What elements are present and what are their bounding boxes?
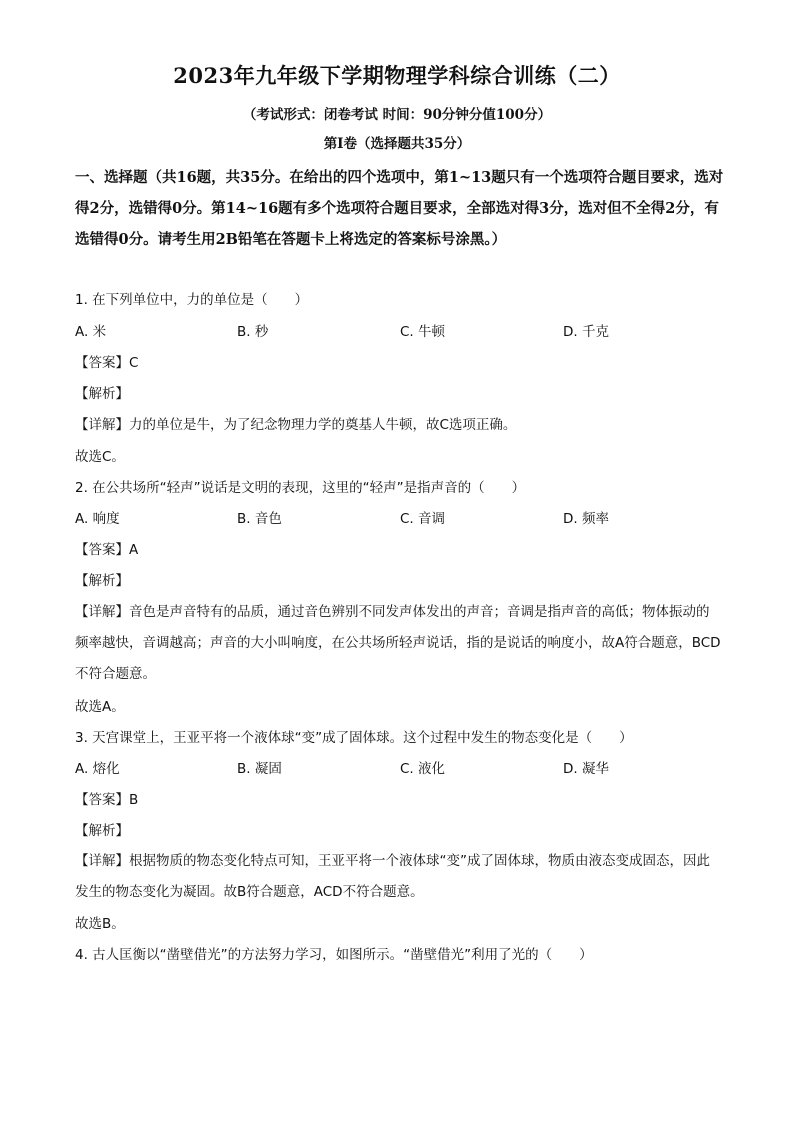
exam-subtitle: （考试形式：闭卷考试 时间：90分钟分值100分） — [242, 107, 552, 123]
volume-heading: 第Ⅰ卷（选择题共35分） — [323, 136, 471, 152]
question-2-detail: 【详解】音色是声音特有的品质，通过音色辨别不同发声体发出的声音；音调是指声音的高低；物体振动的频率越快，音调越高；声音的大小叫响度，在公共场所轻声说话，指的是说话的响度小，故A符合题意，BCD不符合题意。 — [75, 604, 721, 682]
question-1-option-b: B. 秒 — [237, 324, 269, 340]
question-3-stem: 3. 天宫课堂上，王亚平将一个液体球“变”成了固体球。这个过程中发生的物态变化是（ ） — [75, 730, 633, 746]
question-1-detail: 【详解】力的单位是牛，为了纪念物理力学的奠基人牛顿，故C选项正确。 — [75, 417, 517, 433]
question-3-option-c: C. 液化 — [400, 761, 446, 777]
question-1-stem: 1. 在下列单位中，力的单位是（ ） — [75, 292, 309, 308]
question-1-option-a: A. 米 — [75, 324, 107, 340]
question-2-option-d: D. 频率 — [563, 511, 609, 527]
question-2-stem: 2. 在公共场所“轻声”说话是文明的表现，这里的“轻声”是指声音的（ ） — [75, 480, 526, 496]
question-2-option-a: A. 响度 — [75, 511, 120, 527]
question-2-option-b: B. 音色 — [237, 511, 282, 527]
question-4-stem: 4. 古人匡衡以“凿壁借光”的方法努力学习，如图所示。“凿壁借光”利用了光的（ ） — [75, 947, 593, 963]
question-3-option-d: D. 凝华 — [563, 761, 609, 777]
question-2-analysis: 【解析】 — [75, 573, 129, 589]
question-3-option-a: A. 熔化 — [75, 761, 120, 777]
question-1-analysis: 【解析】 — [75, 386, 129, 402]
question-3-detail: 【详解】根据物质的物态变化特点可知，王亚平将一个液体球“变”成了固体球，物质由液态变成固态，因此发生的物态变化为凝固。故B符合题意，ACD不符合题意。 — [75, 853, 710, 900]
exam-title: 2023年九年级下学期物理学科综合训练（二） — [173, 63, 621, 88]
section-instructions: 一、选择题（共16题，共35分。在给出的四个选项中，第1~13题只有一个选项符合题目要求，选对得2分，选错得0分。第14~16题有多个选项符合题目要求，全部选对得3分，选对但不全得2分，有选错得0分。请考生用2B铅笔在答题卡上将选定的答案标号涂黑。） — [75, 169, 724, 248]
question-1-option-d: D. 千克 — [563, 324, 609, 340]
question-1-answer: 【答案】C — [75, 355, 139, 371]
question-3-answer: 【答案】B — [75, 792, 139, 808]
question-2-option-c: C. 音调 — [400, 511, 446, 527]
question-3-option-b: B. 凝固 — [237, 761, 282, 777]
question-1-option-c: C. 牛顿 — [400, 324, 446, 340]
question-2-conclusion: 故选A。 — [75, 699, 125, 715]
question-3-analysis: 【解析】 — [75, 823, 129, 839]
question-3-conclusion: 故选B。 — [75, 916, 125, 932]
question-1-conclusion: 故选C。 — [75, 449, 125, 465]
question-2-answer: 【答案】A — [75, 542, 139, 558]
